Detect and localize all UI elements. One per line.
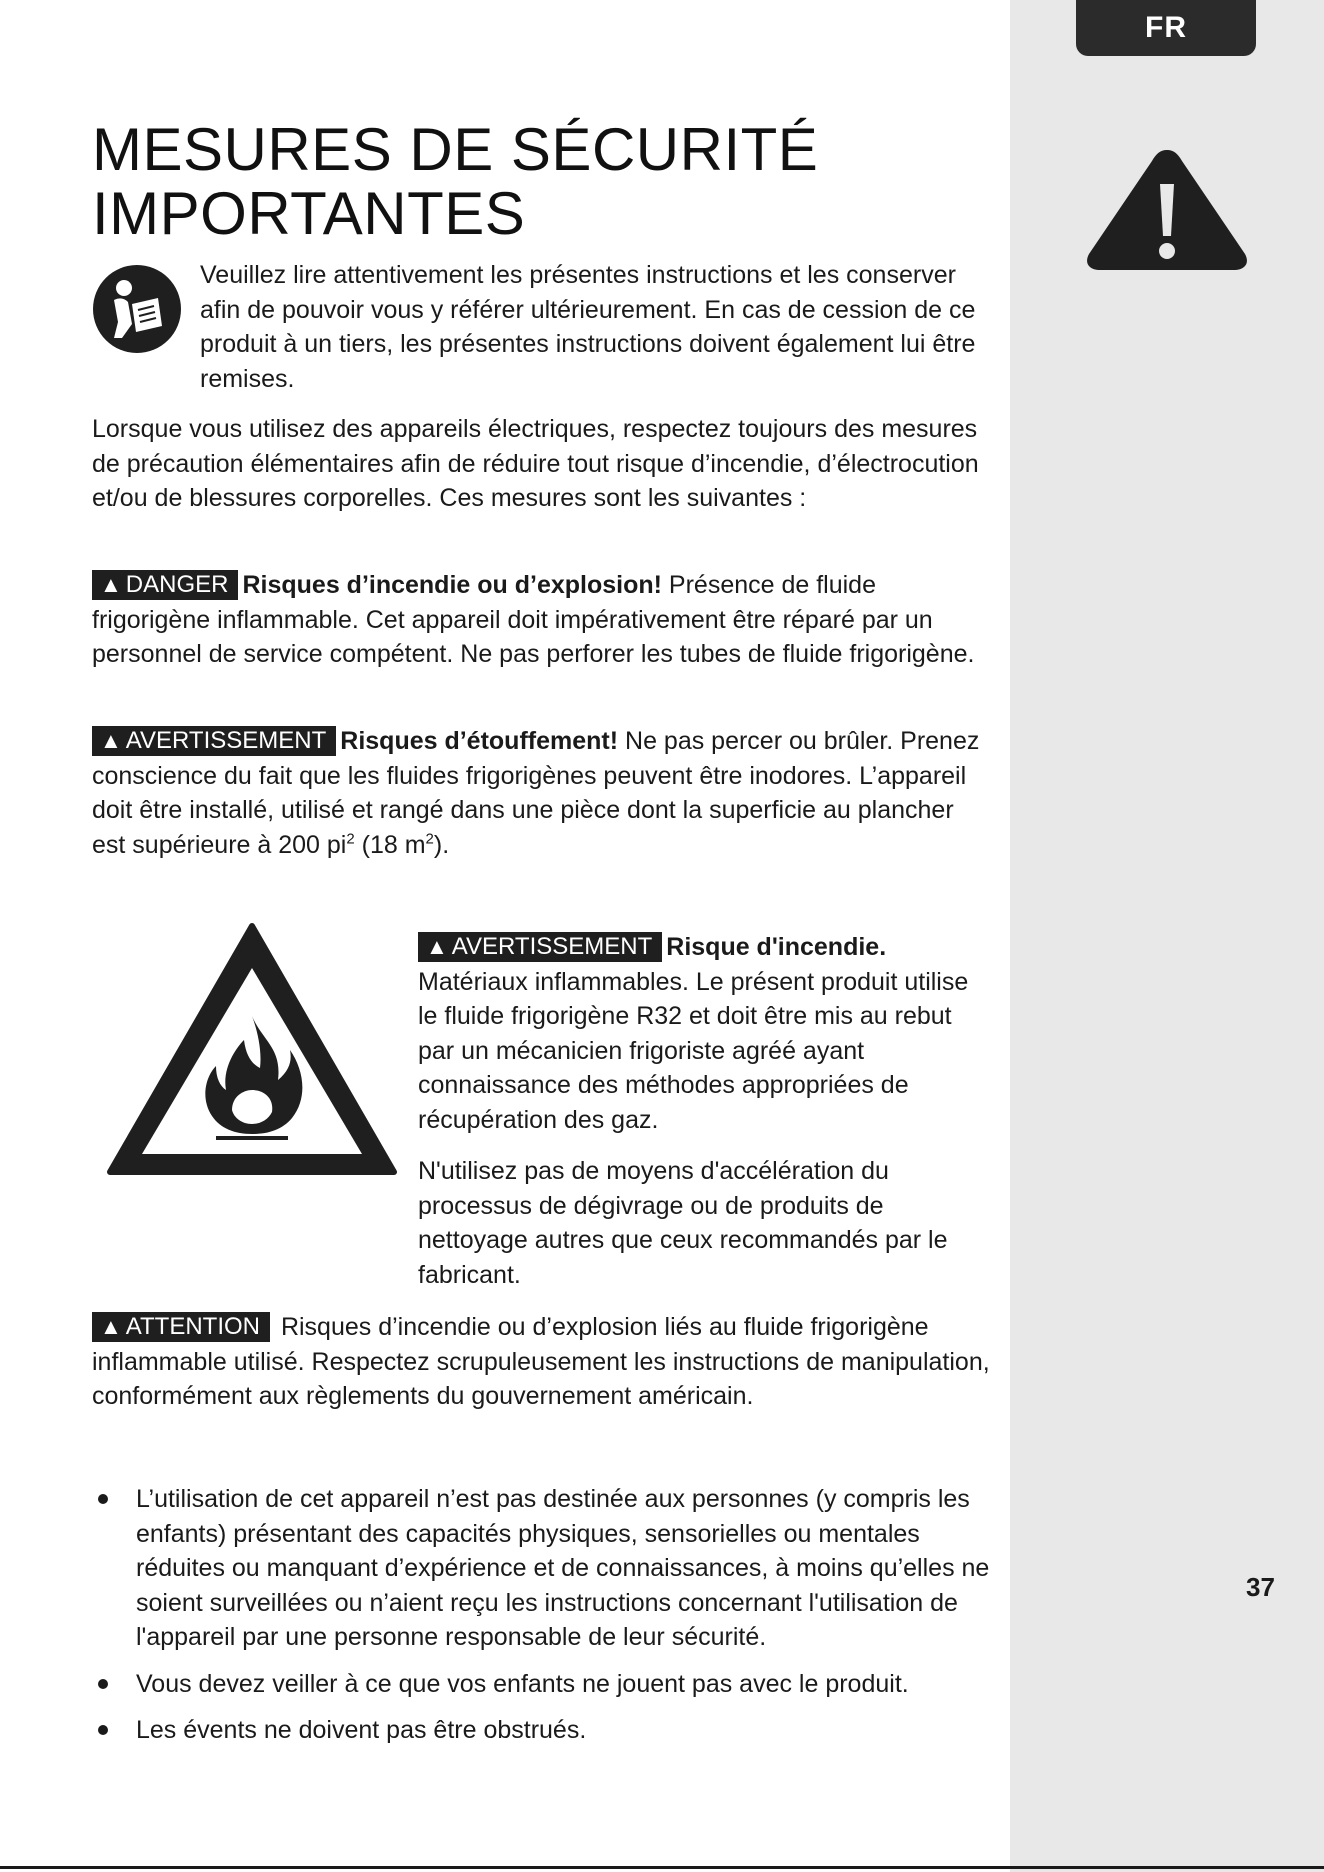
bullet-icon [98,1494,108,1504]
caution-badge: ▲ ATTENTION [92,1312,270,1342]
page-number: 37 [1246,1572,1275,1602]
general-precautions-text: Lorsque vous utilisez des appareils électriques, respectez toujours des mesures de précaution élémentaires afin de réduire tout risque d’incendie, d’électrocution et/ou de blessures corporelles. Ces mesures sont les suivantes : [92,415,979,512]
superscript: 2 [425,830,434,848]
alert-triangle-icon: ▲ [100,728,122,753]
warning-badge: ▲ AVERTISSEMENT [418,932,662,962]
intro-text: Veuillez lire attentivement les présentes instructions et les conserver afin de pouvoir vous y référer ultérieurement. En cas de cession de ce produit à un tiers, les présentes instructions doivent également lui être remises. [200,261,976,393]
list-item: Vous devez veiller à ce que vos enfants ne jouent pas avec le produit. [92,1667,992,1702]
language-tab: FR [1076,0,1256,56]
warning-fire-paragraph [418,930,992,1137]
list-item: L’utilisation de cet appareil n’est pas destinée aux personnes (y compris les enfants) présentant des capacités physiques, sensorielles ou mentales réduites ou manquant d’expérience et de connaissances, à moins qu’elles ne soient surveillées ou n’aient reçu les instructions concernant l'utilisation de l'appareil par une personne responsable de leur sécurité. [92,1482,992,1655]
warning-badge: ▲ AVERTISSEMENT [92,726,336,756]
defrost-text: N'utilisez pas de moyens d'accélération du processus de dégivrage ou de produits de nettoyage autres que ceux recommandés par le fabricant. [418,1157,948,1289]
safety-bullet-list [92,1482,992,1760]
page-title [92,118,818,246]
bottom-rule [0,1866,1324,1869]
alert-triangle-icon: ▲ [100,572,122,597]
warning-triangle-icon [1082,144,1252,274]
warning-suffocation-text: Ne pas percer ou brûler. Prenez conscience du fait que les fluides frigorigènes peuvent être inodores. L’appareil doit être installé, utilisé et rangé dans une pièce dont la superficie au plancher est supérieure à 200 pi [92,727,980,859]
list-item: Les évents ne doivent pas être obstrués. [92,1713,992,1748]
superscript: 2 [346,830,355,848]
warning-suffocation-paragraph [92,724,992,862]
read-manual-icon [92,264,182,354]
sidebar [1010,0,1324,1872]
bullet-icon [98,1725,108,1735]
warning-fire-heading: Risque d'incendie. [666,933,887,961]
alert-triangle-icon: ▲ [100,1314,122,1339]
alert-triangle-icon: ▲ [426,934,448,959]
warning-fire-text: Matériaux inflammables. Le présent produit utilise le fluide frigorigène R32 et doit être mis au rebut par un mécanicien frigoriste agréé ayant connaissance des méthodes appropriées de récupération des gaz. [418,967,969,1134]
flammable-warning-icon [104,920,400,1178]
warning-suffocation-text-middle: (18 m [354,830,426,859]
danger-paragraph [92,568,992,672]
caution-paragraph [92,1310,992,1414]
warning-suffocation-heading: Risques d’étouffement! [340,727,619,755]
title-line-2: IMPORTANTES [92,180,526,247]
title-line-1: MESURES DE SÉCURITÉ [92,116,819,183]
danger-heading: Risques d’incendie ou d’explosion! [242,571,662,599]
caution-text: Risques d’incendie ou d’explosion liés au fluide frigorigène inflammable utilisé. Respectez scrupuleusement les instructions de manipulation, conformément aux règlements du gouvernement américain. [92,1313,990,1410]
bullet-icon [98,1679,108,1689]
warning-suffocation-text-end: ). [433,830,450,859]
danger-text: Présence de fluide frigorigène inflammable. Cet appareil doit impérativement être réparé par un personnel de service compétent. Ne pas perforer les tubes de fluide frigorigène. [92,571,975,668]
danger-badge: ▲ DANGER [92,570,238,600]
